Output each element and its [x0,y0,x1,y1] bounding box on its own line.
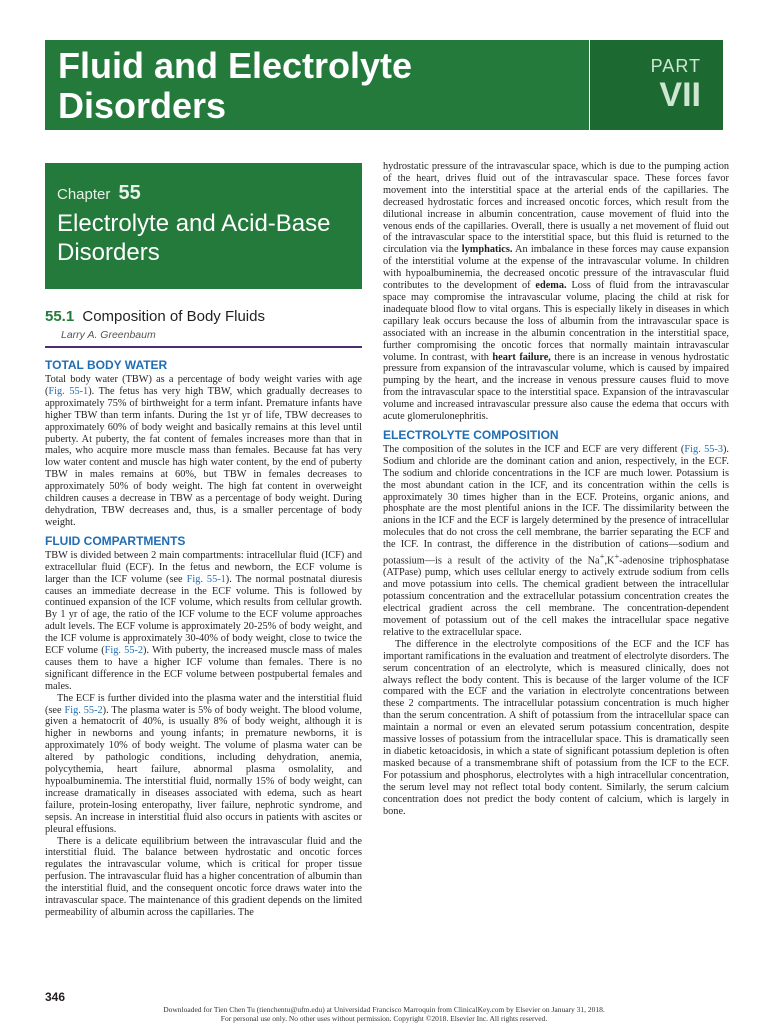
right-column [383,161,729,817]
section-title: Composition of Body Fluids [82,308,265,325]
part-header-banner [45,40,723,130]
chapter-title: Electrolyte and Acid-Base Disorders [57,210,331,266]
figure-link[interactable]: Fig. 55-2 [104,645,144,657]
part-badge [589,40,723,130]
chapter-number: 55 [118,182,141,204]
paragraph: TBW is divided between 2 main compartments: intracellular fluid (ICF) and extracellular fluid (ECF). In the fetus and newborn, the ECF volume is larger than the ICF volume (see Fig. 55-1). The normal postnatal diuresis causes an immediate decrease in the ECF volume. This is followed by continued expansion of the ICF volume, which results from cellular growth. By 1 yr of age, the ratio of the ICF volume to the ECF volume approaches adult levels. The ECF volume is approximately 20-25% of body weight, and the ICF volume is approximately 30-40% of body weight, close to twice the ECF volume (Fig. 55-2). With puberty, the increased muscle mass of males causes them to have a higher ICF volume than females. There is no significant difference in the ECF volume between postpubertal females and males. [45,549,362,692]
chapter-label [57,182,141,205]
section-author: Larry A. Greenbaum [61,329,156,341]
figure-link[interactable]: Fig. 55-1 [186,573,226,585]
paragraph: The difference in the electrolyte compositions of the ECF and the ICF has important ramifications in the evaluation and treatment of electrolyte disorders. The serum concentration of an electrolyte, which is measured clinically, does not always reflect the body content. This is because of the larger volume of the ICF compared with the ECF and the variation in electrolyte concentrations between these 2 compartments. The intracellular potassium concentration is much higher than the serum concentration. A shift of potassium from the intracellular space can maintain a normal or even an elevated serum potassium concentration, despite massive losses of potassium from the intracellular space. This is dramatically seen in diabetic ketoacidosis, in which a state of significant potassium depletion is often masked because of a transmembrane shift of potassium from the ICF to the ECF. For potassium and phosphorus, electrolytes with a high intracellular concentration, the serum level may not reflect total body content. Similarly, the serum calcium concentration does not predict the body content of calcium, which is largely in bone. [383,638,729,817]
part-label: PART [650,56,701,76]
figure-link[interactable]: Fig. 55-1 [48,385,89,397]
footer-line: For personal use only. No other uses without permission. Copyright ©2018. Elsevier Inc. All rights reserved. [220,1014,548,1023]
download-footer [45,1005,723,1023]
section-number: 55.1 [45,308,75,325]
part-title: Fluid and Electrolyte Disorders [58,45,413,126]
paragraph: The composition of the solutes in the ICF and ECF are very different (Fig. 55-3). Sodium and chloride are the dominant cation and anion, respectively, in the ECF. The sodium and chloride concentrations in the ICF are much lower. Potassium is the most abundant cation in the ICF, and its concentration within the cells is approximately 30 times higher than in the ECF. Proteins, organic anions, and phosphate are the most plentiful anions in the ICF. The dissimilarity between the anions in the ICF and the ECF is largely determined by the presence of intracellular molecules that do not cross the cell membrane, the barrier separating the ECF and the ICF. In contrast, the difference in the distribution of cations—sodium and potassium—is a result of the activity of the Na+,K+-adenosine triphosphatase (ATPase) pump, which uses cellular energy to actively extrude sodium from cells and move potassium into cells. The chemical gradient between the intracellular potassium concentration and the extracellular potassium concentration creates the electrical gradient across the cell membrane. The concentration-dependent movement of potassium out of the cell makes the intracellular space negative relative to the extracellular space. [383,443,730,638]
section-divider [45,346,362,348]
subheading-total-body-water: TOTAL BODY WATER [45,358,168,372]
footer-line: Downloaded for Tien Chen Tu (tienchentu@ufm.edu) at Universidad Francisco Marroquin from ClinicalKey.com by Elsevier on January 31, 2018. [163,1005,605,1014]
section-heading [45,308,362,325]
page-number: 346 [45,990,66,1004]
figure-link[interactable]: Fig. 55-3 [684,443,723,455]
paragraph: The ECF is further divided into the plasma water and the interstitial fluid (see Fig. 55-2). The plasma water is 5% of body weight. The blood volume, given a hematocrit of 40%, is usually 8% of body weight, although it is higher in newborns and young infants; in premature newborns, it is approximately 10% of body weight. The volume of plasma water can be altered by pathologic conditions, including dehydration, anemia, polycythemia, heart failure, abnormal plasma osmolality, and hypoalbuminemia. The interstitial fluid, normally 15% of body weight, can increase dramatically in diseases associated with edema, such as heart failure, protein-losing enteropathy, liver failure, nephrotic syndrome, and sepsis. An increase in interstitial fluid also occurs in patients with ascites or pleural effusions. [45,692,363,835]
chapter-banner [45,163,362,289]
chapter-label-text: Chapter [57,186,111,203]
part-number: VII [659,76,701,114]
subheading-fluid-compartments: FLUID COMPARTMENTS [45,533,186,548]
left-column [45,353,362,919]
figure-link[interactable]: Fig. 55-2 [64,704,103,716]
paragraph: There is a delicate equilibrium between the intravascular fluid and the interstitial fluid. The balance between hydrostatic and oncotic forces regulates the intravascular volume, which is critical for proper tissue perfusion. The intravascular fluid has a higher concentration of albumin than the interstitial fluid, and the consequent oncotic force draws water into the intravascular space. The maintenance of this gradient depends on the limited permeability of albumin across the capillaries. The [45,835,362,918]
paragraph: Total body water (TBW) as a percentage of body weight varies with age (Fig. 55-1). The fetus has very high TBW, which gradually decreases to approximately 75% of birthweight for a term infant. Premature infants have higher TBW than term infants. During the 1st yr of life, TBW decreases to approximately 60% of body weight and basically remains at this level until puberty. At puberty, the fat content of females increases more than that in males, who acquire more muscle mass than females. Because fat has very low water content and muscle has high water content, by the end of puberty TBW in males remains at 60%, but TBW in females decreases to approximately 50% of body weight. The high fat content in overweight children causes a decrease in TBW as a percentage of body weight. During dehydration, TBW decreases and, thus, is a smaller percentage of body weight. [45,374,362,528]
subheading-electrolyte-composition: ELECTROLYTE COMPOSITION [383,427,559,442]
paragraph: hydrostatic pressure of the intravascular space, which is due to the pumping action of the heart, drives fluid out of the intravascular space. These forces favor movement into the interstitial space at the arterial ends of the capillaries. The decreased hydrostatic forces and increased oncotic forces, which result from the dilutional increase in albumin concentration, cause movement of fluid into the venous ends of the capillaries. Overall, there is usually a net movement of fluid out of the intravascular space to the interstitial space, but this fluid is returned to the circulation via the lymphatics. An imbalance in these forces may cause expansion of the interstitial volume at the expense of the intravascular volume. In children with hypoalbuminemia, the decreased oncotic pressure of the intravascular fluid contributes to the development of edema. Loss of fluid from the intravascular space may compromise the intravascular volume, placing the child at risk for inadequate blood flow to vital organs. This is especially likely in diseases in which capillary leak occurs because the loss of albumin from the intravascular space is associated with an increase in the albumin concentration in the interstitial space, further compromising the oncotic forces that normally maintain intravascular volume. In contrast, with heart failure, there is an increase in venous hydrostatic pressure from expansion of the intravascular volume, which is caused by impaired pumping by the heart, and the increase in venous pressure causes fluid to move from the intravascular space to the interstitial space. Expansion of the intravascular volume and increased intravascular pressure also cause the edema that occurs with acute glomerulonephritis. [383,161,730,423]
